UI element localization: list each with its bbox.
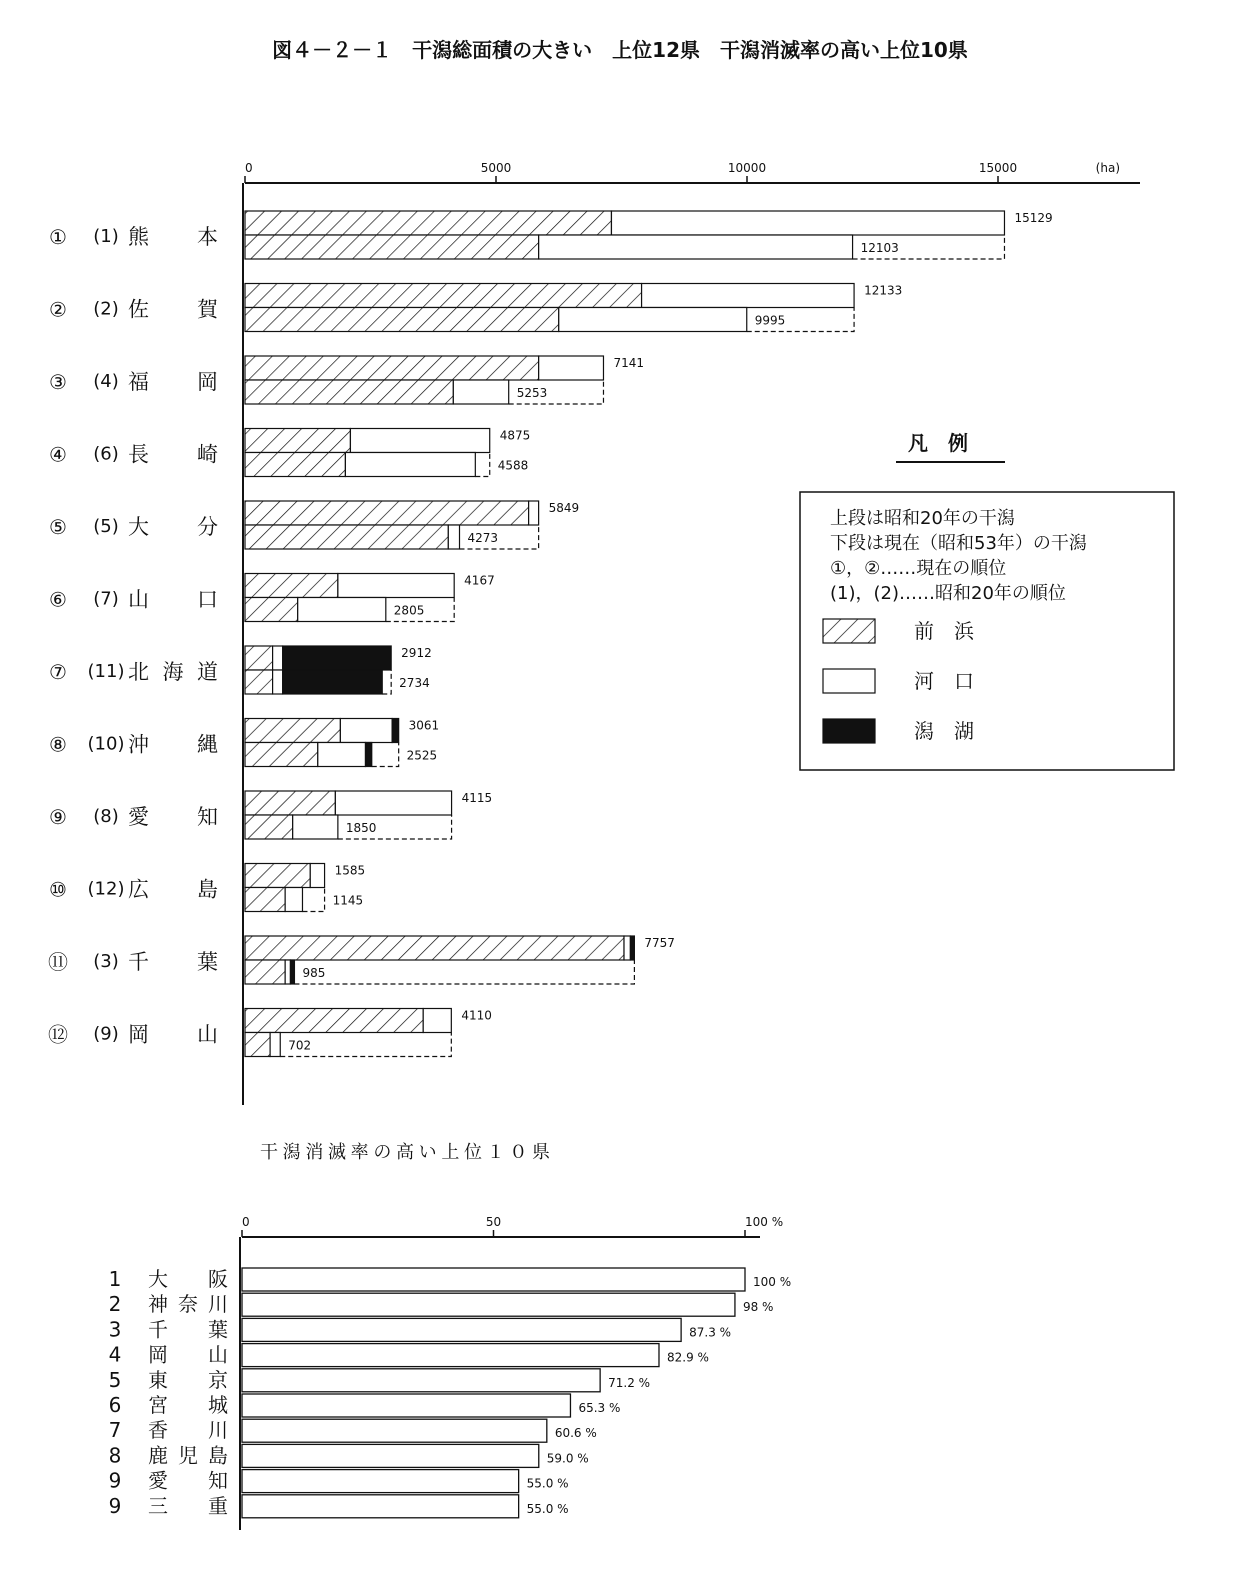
upper-maehama-segment — [245, 791, 335, 815]
lower-maehama-segment — [245, 308, 559, 332]
lower-maehama-segment — [245, 960, 285, 984]
lower-maehama-segment — [245, 380, 453, 404]
rate-bar — [242, 1394, 570, 1417]
chart-title: 干潟消滅率の高い上位１０県 — [260, 1142, 550, 1163]
lower-kako-segment — [273, 670, 283, 694]
legend-label-sekiko: 潟 湖 — [914, 719, 974, 743]
legend-label-maehama: 前 浜 — [914, 619, 974, 643]
upper-value-label: 4115 — [461, 791, 493, 805]
rank-1945: (9) — [93, 1023, 119, 1045]
lower-kako-segment — [559, 308, 747, 332]
lower-sekiko-segment — [290, 960, 294, 984]
legend-line-1: 上段は昭和20年の干潟 — [830, 508, 1015, 529]
rank-1945: (8) — [93, 806, 119, 827]
rank-1945: (10) — [87, 733, 125, 755]
rank-now: ⑩ — [49, 877, 67, 902]
rank-number: 1 — [108, 1267, 122, 1291]
prefecture-name: 長崎 — [128, 442, 218, 467]
upper-kako-segment — [335, 791, 451, 815]
prefecture-name: 岡山 — [128, 1022, 218, 1047]
rank-1945: (12) — [87, 878, 125, 900]
lower-value-label: 2805 — [393, 603, 425, 618]
lower-kako-segment — [270, 1033, 280, 1057]
rank-now: ⑥ — [49, 587, 67, 612]
legend-line-2: 下段は現在（昭和53年）の干潟 — [830, 533, 1087, 554]
rate-bar — [242, 1268, 745, 1291]
lower-maehama-segment — [245, 743, 318, 767]
lower-value-label: 4588 — [497, 458, 529, 473]
upper-kako-segment — [340, 719, 392, 743]
disappearance-rate-chart — [109, 1142, 791, 1530]
rank-1945: (6) — [93, 443, 119, 465]
prefecture-name: 東 京 — [148, 1367, 228, 1392]
lower-maehama-segment — [245, 525, 448, 549]
upper-kako-segment — [642, 284, 854, 308]
x-tick-label: 5000 — [480, 161, 512, 175]
upper-maehama-segment — [245, 356, 539, 380]
rank-now: ⑤ — [49, 515, 67, 539]
rank-1945: (1) — [93, 226, 119, 247]
lower-kako-segment — [448, 525, 459, 549]
rank-now: ③ — [49, 370, 67, 394]
lower-value-label: 12103 — [860, 241, 899, 255]
upper-maehama-segment — [245, 429, 350, 453]
upper-kako-segment — [529, 501, 539, 525]
lower-kako-segment — [345, 453, 475, 477]
lower-value-label: 2734 — [399, 676, 430, 690]
rate-value-label: 55.0 % — [526, 1501, 569, 1516]
rank-now: ⑦ — [49, 660, 67, 684]
lower-kako-segment — [539, 235, 853, 259]
rank-now: ② — [49, 297, 67, 322]
upper-maehama-segment — [245, 211, 611, 235]
x-tick-label: 0 — [242, 1215, 250, 1229]
rank-now: ① — [49, 225, 67, 249]
lost-area-outline — [294, 960, 634, 984]
prefecture-name: 熊本 — [128, 225, 218, 249]
upper-maehama-segment — [245, 864, 310, 888]
lower-kako-segment — [285, 960, 290, 984]
lower-maehama-segment — [245, 453, 345, 477]
prefecture-name: 岡 山 — [148, 1342, 228, 1367]
lower-sekiko-segment — [283, 670, 383, 694]
lower-value-label: 985 — [302, 966, 326, 980]
x-tick-label: 15000 — [978, 161, 1018, 175]
rate-value-label: 55.0 % — [526, 1476, 569, 1491]
lower-maehama-segment — [245, 598, 298, 622]
legend-line-3: ①，②……現在の順位 — [830, 558, 1007, 579]
rank-number: 9 — [108, 1493, 122, 1518]
upper-maehama-segment — [245, 284, 642, 308]
rank-1945: (11) — [87, 661, 125, 682]
rank-number: 2 — [108, 1292, 122, 1317]
prefecture-name: 千葉 — [128, 950, 218, 974]
rate-value-label: 87.3 % — [689, 1325, 732, 1340]
prefecture-name: 大 阪 — [148, 1267, 228, 1291]
lower-value-label: 4273 — [467, 531, 499, 545]
lost-area-outline — [382, 670, 391, 694]
lower-sekiko-segment — [365, 743, 371, 767]
lower-value-label: 5253 — [516, 386, 548, 400]
legend-heading: 凡 例 — [908, 431, 968, 455]
upper-sekiko-segment — [283, 646, 392, 670]
legend-swatch-black — [823, 719, 875, 743]
prefecture-name: 愛 知 — [148, 1468, 228, 1493]
upper-maehama-segment — [245, 574, 338, 598]
rank-now: ⑫ — [48, 1022, 68, 1047]
prefecture-name: 千 葉 — [148, 1317, 228, 1342]
rate-bar — [242, 1369, 600, 1392]
lower-kako-segment — [453, 380, 508, 404]
upper-value-label: 3061 — [408, 718, 440, 733]
upper-value-label: 1585 — [334, 863, 366, 878]
upper-value-label: 2912 — [401, 646, 432, 660]
upper-maehama-segment — [245, 501, 529, 525]
rate-value-label: 60.6 % — [554, 1426, 597, 1441]
rate-bar — [242, 1495, 519, 1518]
lower-maehama-segment — [245, 888, 285, 912]
upper-kako-segment — [350, 429, 489, 453]
rate-value-label: 82.9 % — [666, 1350, 709, 1365]
x-tick-label: 100 % — [745, 1215, 784, 1229]
lower-kako-segment — [293, 815, 338, 839]
upper-kako-segment — [310, 864, 324, 888]
lower-kako-segment — [298, 598, 386, 622]
prefecture-name: 山口 — [128, 587, 218, 612]
upper-maehama-segment — [245, 936, 624, 960]
rank-now: ⑪ — [48, 950, 68, 974]
upper-kako-segment — [624, 936, 630, 960]
upper-kako-segment — [338, 574, 454, 598]
rank-now: ④ — [49, 442, 67, 467]
rank-1945: (5) — [93, 516, 119, 537]
rate-bar — [242, 1344, 659, 1367]
lost-area-outline — [372, 743, 399, 767]
prefecture-name: 香 川 — [148, 1418, 228, 1443]
upper-kako-segment — [611, 211, 1004, 235]
rank-number: 9 — [108, 1468, 122, 1493]
lost-area-outline — [475, 453, 489, 477]
rank-number: 5 — [108, 1367, 122, 1392]
legend — [800, 431, 1174, 770]
lower-value-label: 9995 — [754, 313, 786, 328]
prefecture-name: 福岡 — [128, 370, 218, 394]
prefecture-name: 愛知 — [128, 805, 218, 829]
prefecture-name: 広島 — [128, 877, 218, 902]
upper-maehama-segment — [245, 719, 340, 743]
upper-kako-segment — [423, 1009, 451, 1033]
figure-title: 図４－２－１ 干潟総面積の大きい 上位12県 干潟消滅率の高い上位10県 — [272, 38, 968, 62]
upper-sekiko-segment — [392, 719, 399, 743]
rank-number: 4 — [108, 1342, 122, 1367]
x-tick-label: 10000 — [727, 161, 767, 175]
upper-value-label: 4167 — [464, 573, 495, 588]
rank-now: ⑨ — [49, 805, 67, 829]
rank-number: 6 — [108, 1393, 122, 1417]
rate-bar — [242, 1444, 539, 1467]
lower-value-label: 702 — [288, 1038, 312, 1053]
rank-1945: (2) — [93, 298, 119, 320]
rate-value-label: 98 % — [742, 1300, 774, 1315]
rank-1945: (7) — [93, 588, 119, 610]
prefecture-name: 佐賀 — [128, 297, 218, 322]
lower-maehama-segment — [245, 815, 293, 839]
rank-now: ⑧ — [49, 732, 67, 757]
rank-number: 3 — [108, 1317, 122, 1342]
legend-swatch-white — [823, 669, 875, 693]
rank-1945: (3) — [93, 951, 119, 972]
prefecture-name: 鹿児島 — [148, 1443, 228, 1468]
rate-value-label: 65.3 % — [578, 1401, 621, 1415]
upper-value-label: 15129 — [1014, 211, 1053, 225]
rate-bar — [242, 1318, 681, 1341]
prefecture-name: 大分 — [128, 515, 218, 539]
rate-value-label: 59.0 % — [546, 1451, 589, 1466]
lower-maehama-segment — [245, 670, 273, 694]
prefecture-name: 北海道 — [128, 660, 218, 684]
upper-sekiko-segment — [630, 936, 634, 960]
rank-number: 8 — [108, 1443, 122, 1468]
x-tick-label: 50 — [485, 1215, 502, 1229]
lower-value-label: 1145 — [332, 893, 364, 908]
upper-value-label: 7141 — [613, 356, 645, 370]
prefecture-name: 三 重 — [148, 1493, 228, 1518]
legend-line-4: (1)，(2)……昭和20年の順位 — [830, 583, 1066, 604]
upper-value-label: 5849 — [548, 501, 580, 515]
lower-maehama-segment — [245, 1033, 270, 1057]
x-tick-label: 0 — [245, 161, 253, 175]
prefecture-name: 神奈川 — [148, 1292, 228, 1317]
upper-value-label: 12133 — [864, 283, 903, 298]
prefecture-name: 沖縄 — [128, 732, 218, 757]
rate-bar — [242, 1293, 735, 1316]
upper-value-label: 7757 — [644, 936, 675, 950]
rate-bar — [242, 1470, 519, 1493]
rate-bar — [242, 1419, 547, 1442]
upper-maehama-segment — [245, 1009, 423, 1033]
lower-value-label: 1850 — [345, 821, 377, 835]
lower-kako-segment — [285, 888, 302, 912]
legend-label-kako: 河 口 — [914, 669, 974, 693]
legend-swatch-hatch — [823, 619, 875, 643]
lower-maehama-segment — [245, 235, 539, 259]
lost-area-outline — [302, 888, 324, 912]
lower-value-label: 2525 — [406, 748, 438, 763]
upper-maehama-segment — [245, 646, 273, 670]
unit-label: (ha) — [1095, 161, 1120, 175]
prefecture-name: 宮 城 — [148, 1393, 228, 1417]
upper-value-label: 4875 — [499, 428, 531, 443]
rank-number: 7 — [108, 1418, 122, 1443]
rate-value-label: 71.2 % — [608, 1375, 651, 1390]
rate-value-label: 100 % — [753, 1275, 792, 1289]
upper-kako-segment — [273, 646, 283, 670]
upper-kako-segment — [539, 356, 604, 380]
upper-value-label: 4110 — [461, 1008, 492, 1023]
rank-1945: (4) — [93, 371, 119, 392]
lower-kako-segment — [318, 743, 366, 767]
